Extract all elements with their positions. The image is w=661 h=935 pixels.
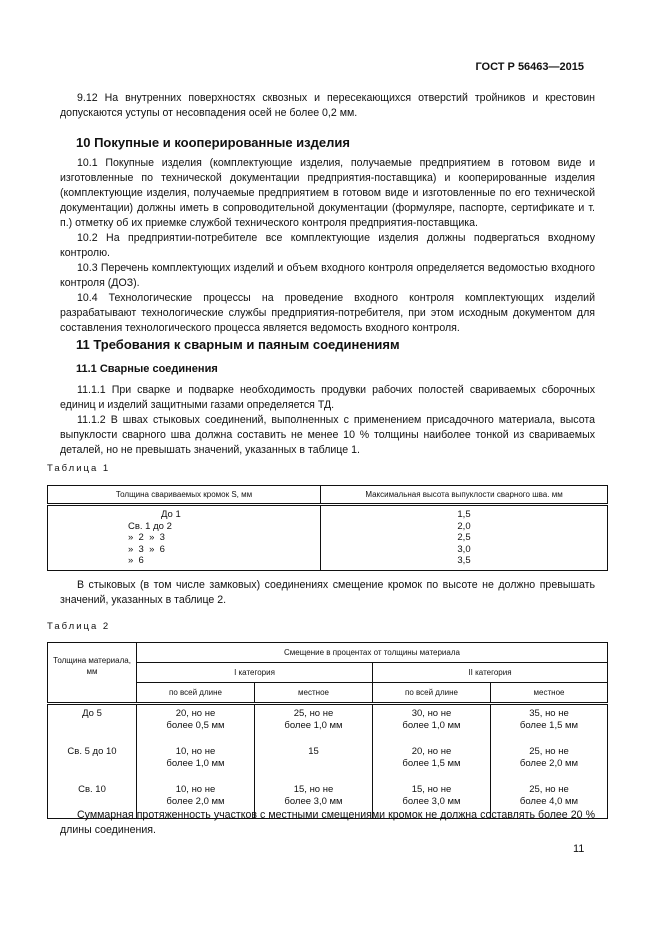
table-1-height-cell bbox=[321, 505, 608, 571]
table-2-header-offset: Смещение в процентах от толщины материала bbox=[137, 643, 608, 663]
table-1-thickness-value: Св. 1 до 2 bbox=[128, 520, 172, 532]
document-id: ГОСТ Р 56463—2015 bbox=[475, 61, 584, 73]
cell-text: 20, но не более 0,5 мм bbox=[166, 708, 225, 731]
table-2-header-thickness: Толщина материала, мм bbox=[48, 643, 137, 704]
cell-text: 30, но не более 1,0 мм bbox=[402, 708, 461, 731]
paragraph-11-1-2: 11.1.2 В швах стыковых соединений, выполненных с применением присадочного материала, высота выпуклости сварного шва должна составить не менее 10 % толщины наиболее тонкой из свариваемых деталей, но не превышать значений, указанных в таблице 1. bbox=[60, 414, 595, 456]
cell-text: 25, но не более 1,0 мм bbox=[284, 708, 343, 731]
paragraph-final bbox=[60, 808, 595, 838]
table-2-row bbox=[48, 704, 608, 747]
table-2-subheader: местное bbox=[491, 683, 608, 704]
paragraph-10-3: 10.3 Перечень комплектующих изделий и объем входного контроля определяется ведомостью входного контроля (ДОЗ). bbox=[60, 262, 595, 289]
cell-text: 10, но не более 2,0 мм bbox=[166, 784, 225, 807]
table-2-value-cell bbox=[491, 746, 608, 784]
cell-text: Св. 5 до 10 bbox=[67, 746, 117, 757]
table-1-height-value: 2,0 bbox=[457, 520, 471, 532]
section-10-heading: 10 Покупные и кооперированные изделия bbox=[76, 135, 350, 150]
table-1-thickness-value: » 6 bbox=[128, 555, 144, 566]
table-2 bbox=[47, 642, 608, 819]
table-2-subheader: по всей длине bbox=[373, 683, 491, 704]
paragraph-10-2: 10.2 На предприятии-потребителе все комплектующие изделия должны подвергаться входному контролю. bbox=[60, 232, 595, 259]
paragraph-text: В стыковых (в том числе замковых) соединениях смещение кромок по высоте не должно превышать значений, указанных в таблице 2. bbox=[60, 579, 595, 606]
table-1-height-value: 1,5 bbox=[457, 509, 471, 520]
cell-text: 10, но не более 1,0 мм bbox=[166, 746, 225, 769]
table-2-subheader: местное bbox=[255, 683, 373, 704]
table-1-height-value: 3,5 bbox=[457, 555, 471, 566]
table-1-height-value: 2,5 bbox=[457, 532, 471, 543]
paragraph-10-1: 10.1 Покупные изделия (комплектующие изделия, получаемые предприятием в готовом виде и изготовленные по технической документации предприятия-поставщика) и кооперированные изделия (комплектующие изделия, получаемые предприятием в готовом виде и изготовленные по его технической документации) должны иметь в сопроводительной документации (формуляре, паспорте, сертификате и т. п.) отметку об их приемке службой технического контроля предприятия-поставщика. bbox=[60, 157, 595, 229]
table-2-row bbox=[48, 746, 608, 784]
table-1-caption: Таблица 1 bbox=[47, 463, 111, 474]
section-11-body bbox=[60, 383, 595, 458]
table-1-height-value: 3,0 bbox=[457, 543, 471, 555]
cell-text: 25, но не более 2,0 мм bbox=[519, 746, 579, 769]
table-1-thickness-value: » 2 » 3 bbox=[128, 532, 165, 543]
cell-text: 20, но не более 1,5 мм bbox=[402, 746, 461, 769]
cell-text: 15, но не более 3,0 мм bbox=[284, 784, 343, 807]
table-2-value-cell bbox=[255, 704, 373, 747]
table-2-value-cell bbox=[255, 746, 373, 784]
paragraph-text: 9.12 На внутренних поверхностях сквозных и пересекающихся отверстий тройников и крестовин допускаются уступы от несовпадения осей не более 0,2 мм. bbox=[60, 92, 595, 119]
paragraph-10-4: 10.4 Технологические процессы на проведение входного контроля комплектующих изделий разрабатывают технологические службы предприятия-потребителя, при этом исходным документом для составления технологического процесса является ведомость входного контроля. bbox=[60, 292, 595, 334]
cell-text: 15, но не более 3,0 мм bbox=[402, 784, 461, 807]
table-1-header-height: Максимальная высота выпуклости сварного шва. мм bbox=[321, 486, 608, 505]
table-2-value-cell bbox=[373, 704, 491, 747]
table-2-header-cat1: I категория bbox=[137, 663, 373, 683]
table-1-thickness-cell bbox=[48, 505, 321, 571]
table-1-thickness-value: До 1 bbox=[161, 509, 181, 520]
section-11-heading: 11 Требования к сварным и паяным соединениям bbox=[76, 337, 400, 352]
paragraph-11-1-1: 11.1.1 При сварке и подварке необходимость продувки рабочих полостей свариваемых сборочных единиц и изделий защитными газами определяется ТД. bbox=[60, 384, 595, 411]
cell-text: 25, но не более 4,0 мм bbox=[519, 784, 579, 807]
cell-text: До 5 bbox=[82, 708, 102, 719]
paragraph-table2-intro bbox=[60, 578, 595, 608]
table-2-thickness-cell bbox=[48, 746, 137, 784]
section-10-body bbox=[60, 156, 595, 336]
table-2-header-cat2: II категория bbox=[373, 663, 608, 683]
table-2-value-cell bbox=[373, 746, 491, 784]
cell-text: 35, но не более 1,5 мм bbox=[519, 708, 579, 731]
cell-text: 15 bbox=[308, 746, 319, 757]
table-2-value-cell bbox=[137, 704, 255, 747]
subsection-11-1-heading: 11.1 Сварные соединения bbox=[76, 363, 218, 375]
page-number: 11 bbox=[573, 843, 585, 855]
cell-text: Св. 10 bbox=[78, 784, 106, 795]
table-2-thickness-cell bbox=[48, 704, 137, 747]
table-1-thickness-value: » 3 » 6 bbox=[128, 543, 165, 555]
table-2-value-cell bbox=[137, 746, 255, 784]
paragraph-text: Суммарная протяженность участков с местными смещениями кромок не должна составлять более 20 % длины соединения. bbox=[60, 809, 595, 836]
table-1 bbox=[47, 485, 608, 571]
table-2-value-cell bbox=[491, 704, 608, 747]
table-2-caption: Таблица 2 bbox=[47, 621, 111, 632]
table-2-subheader: по всей длине bbox=[137, 683, 255, 704]
table-1-header-thickness: Толщина свариваемых кромок S, мм bbox=[48, 486, 321, 505]
paragraph-9-12 bbox=[60, 91, 595, 121]
